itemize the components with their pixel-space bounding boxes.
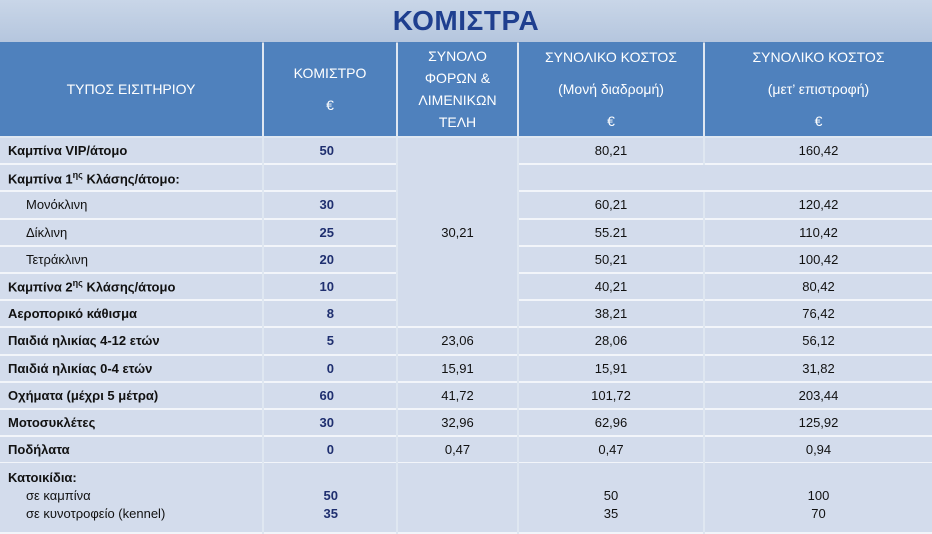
header-return-currency: € <box>814 113 823 129</box>
cell-return-text: 120,42 <box>798 197 839 213</box>
page-title: ΚΟΜΙΣΤΡΑ <box>392 5 540 36</box>
cell-oneway-text: 55.21 <box>594 224 628 240</box>
cell-label-text: Παιδιά ηλικίας 0-4 ετών <box>8 360 153 376</box>
merged-tax-value: 30,21 <box>441 224 474 240</box>
table-cell-oneway <box>519 437 703 464</box>
header-taxes-l3: ΛΙΜΕΝΙΚΩΝ <box>418 92 497 108</box>
cell-oneway-text: 40,21 <box>594 279 628 295</box>
pets-tax-cell <box>398 463 517 534</box>
table-cell-label <box>0 328 262 355</box>
pets-label: Κατοικίδια: <box>8 470 77 485</box>
table-cell-oneway <box>519 410 703 437</box>
superscript-text: ης <box>72 169 83 180</box>
cell-return-text: 56,12 <box>802 333 835 349</box>
table-cell-fare <box>264 165 396 192</box>
table-cell-fare <box>264 301 396 328</box>
table-cell-oneway <box>519 274 703 301</box>
cell-oneway-text: 28,06 <box>594 333 628 349</box>
cell-return-text: 203,44 <box>798 387 839 403</box>
table-cell-label <box>0 138 262 165</box>
pets-oneway-cell <box>519 463 703 534</box>
cell-oneway-text: 15,91 <box>594 360 628 376</box>
table-cell-tax <box>398 437 517 464</box>
table-cell-empty <box>519 165 932 192</box>
cell-label-text: Οχήματα (μέχρι 5 μέτρα) <box>8 387 159 403</box>
table-cell-oneway <box>519 220 703 247</box>
cell-fare-text: 30 <box>319 415 334 431</box>
cell-fare-text: 20 <box>319 251 334 267</box>
table-cell-tax <box>398 410 517 437</box>
cell-label-text: Καμπίνα $2^{\eta\varsigma}$ Κλάσης/άτομο <box>8 278 176 295</box>
table-cell-fare <box>264 138 396 165</box>
pets-oneway-kennel: 35 <box>603 506 619 521</box>
pets-sub-cabin: σε καμπίνα <box>26 488 91 503</box>
table-cell-fare <box>264 220 396 247</box>
header-type-label: ΤΥΠΟΣ ΕΙΣΙΤΗΡΙΟΥ <box>66 81 196 97</box>
cell-label-text: Καμπίνα $1^{\eta\varsigma}$ Κλάσης/άτομο: <box>8 169 180 186</box>
cell-return-text: 76,42 <box>802 306 835 322</box>
table-cell-label <box>0 192 262 219</box>
table-cell-return <box>705 328 932 355</box>
pets-fare-kennel: 35 <box>323 506 338 521</box>
table-cell-label <box>0 220 262 247</box>
superscript-text: ης <box>72 278 83 289</box>
table-cell-label <box>0 356 262 383</box>
cell-fare-text: 10 <box>319 279 334 295</box>
table-cell-label <box>0 247 262 274</box>
header-oneway-l2: (Μονή διαδρομή) <box>558 81 664 97</box>
cell-fare-text: 60 <box>319 387 334 403</box>
header-return-l2: (μετ’ επιστροφή) <box>767 81 870 97</box>
table-cell-return <box>705 410 932 437</box>
table-cell-fare <box>264 192 396 219</box>
table-cell-return <box>705 192 932 219</box>
table-cell-return <box>705 220 932 247</box>
cell-label-text: Δίκλινη <box>26 224 68 240</box>
cell-label-text: Αεροπορικό κάθισμα <box>8 306 138 322</box>
cell-label-text: Μονόκλινη <box>26 197 88 213</box>
fares-table <box>0 42 932 534</box>
table-cell-oneway <box>519 301 703 328</box>
header-oneway-currency: € <box>607 113 615 129</box>
cell-fare-text: 30 <box>319 197 334 213</box>
pets-label-cell <box>0 463 262 534</box>
table-cell-oneway <box>519 247 703 274</box>
pets-fare-cabin: 50 <box>323 488 338 503</box>
cell-tax-text: 32,96 <box>441 415 474 431</box>
table-cell-return <box>705 383 932 410</box>
pets-return-cell <box>705 463 932 534</box>
header-fare-currency: € <box>326 97 334 113</box>
cell-oneway-text: 60,21 <box>594 197 628 213</box>
cell-oneway-text: 80,21 <box>594 143 628 159</box>
title-bar <box>0 0 932 43</box>
cell-oneway-text: 50,21 <box>594 251 628 267</box>
cell-fare-text: 50 <box>319 143 334 159</box>
cell-label-text: Μοτοσυκλέτες <box>8 415 96 431</box>
table-cell-label <box>0 383 262 410</box>
table-cell-label <box>0 165 262 192</box>
cell-fare-text: 8 <box>326 306 334 322</box>
cell-return-text: 125,92 <box>798 415 839 431</box>
table-cell-oneway <box>519 383 703 410</box>
cell-return-text: 100,42 <box>798 251 839 267</box>
cell-tax-text: 0,47 <box>444 442 471 458</box>
header-oneway-l1: ΣΥΝΟΛΙΚΟ ΚΟΣΤΟΣ <box>545 49 677 65</box>
header-fare <box>264 42 396 136</box>
cell-fare-text: 0 <box>326 360 334 376</box>
cell-oneway-text: 38,21 <box>594 306 628 322</box>
table-cell-tax <box>398 356 517 383</box>
table-cell-return <box>705 437 932 464</box>
cell-oneway-text: 0,47 <box>598 442 624 458</box>
table-cell-return <box>705 138 932 165</box>
cell-tax-text: 15,91 <box>441 360 474 376</box>
table-cell-label <box>0 410 262 437</box>
table-cell-fare <box>264 247 396 274</box>
table-cell-return <box>705 274 932 301</box>
cell-tax-text: 23,06 <box>441 333 474 349</box>
table-cell-oneway <box>519 328 703 355</box>
table-cell-oneway <box>519 356 703 383</box>
table-cell-return <box>705 356 932 383</box>
cell-return-text: 31,82 <box>802 360 835 376</box>
table-cell-return <box>705 247 932 274</box>
cell-label-text: Παιδιά ηλικίας 4-12 ετών <box>8 333 160 349</box>
cell-return-text: 80,42 <box>802 279 835 295</box>
cell-fare-text: 5 <box>326 333 334 349</box>
merged-tax-cell <box>398 138 517 328</box>
pets-fare-cell <box>264 463 396 534</box>
table-cell-return <box>705 301 932 328</box>
cell-return-text: 0,94 <box>805 442 832 458</box>
header-fare-label: ΚΟΜΙΣΤΡΟ <box>293 65 367 81</box>
cell-fare-text: 25 <box>319 224 334 240</box>
table-cell-oneway <box>519 192 703 219</box>
table-cell-label <box>0 301 262 328</box>
header-oneway <box>519 42 703 136</box>
table-cell-tax <box>398 328 517 355</box>
header-return <box>705 42 932 136</box>
cell-label-text: Ποδήλατα <box>8 442 70 458</box>
cell-oneway-text: 101,72 <box>591 387 631 403</box>
header-taxes <box>398 42 517 136</box>
table-cell-label <box>0 437 262 464</box>
cell-return-text: 110,42 <box>799 224 838 240</box>
table-cell-fare <box>264 274 396 301</box>
table-cell-label <box>0 274 262 301</box>
pets-return-kennel: 70 <box>811 506 826 521</box>
header-type <box>0 42 262 136</box>
table-cell-fare <box>264 383 396 410</box>
pets-sub-kennel: σε κυνοτροφείο (kennel) <box>26 506 166 521</box>
cell-return-text: 160,42 <box>798 143 839 159</box>
cell-tax-text: 41,72 <box>441 387 474 403</box>
header-taxes-l4: ΤΕΛΗ <box>438 114 477 130</box>
cell-fare-text: 0 <box>326 442 334 458</box>
cell-label-text: Καμπίνα VIP/άτομο <box>8 143 128 159</box>
header-return-l1: ΣΥΝΟΛΙΚΟ ΚΟΣΤΟΣ <box>752 49 885 65</box>
table-cell-tax <box>398 383 517 410</box>
table-cell-fare <box>264 328 396 355</box>
header-taxes-l1: ΣΥΝΟΛΟ <box>428 48 487 64</box>
header-taxes-l2: ΦΟΡΩΝ & <box>424 70 491 86</box>
table-cell-fare <box>264 410 396 437</box>
pets-return-cabin: 100 <box>807 488 830 503</box>
cell-label-text: Τετράκλινη <box>26 251 88 267</box>
table-cell-fare <box>264 356 396 383</box>
table-cell-fare <box>264 437 396 464</box>
pets-oneway-cabin: 50 <box>603 488 619 503</box>
table-cell-oneway <box>519 138 703 165</box>
cell-oneway-text: 62,96 <box>594 415 628 431</box>
